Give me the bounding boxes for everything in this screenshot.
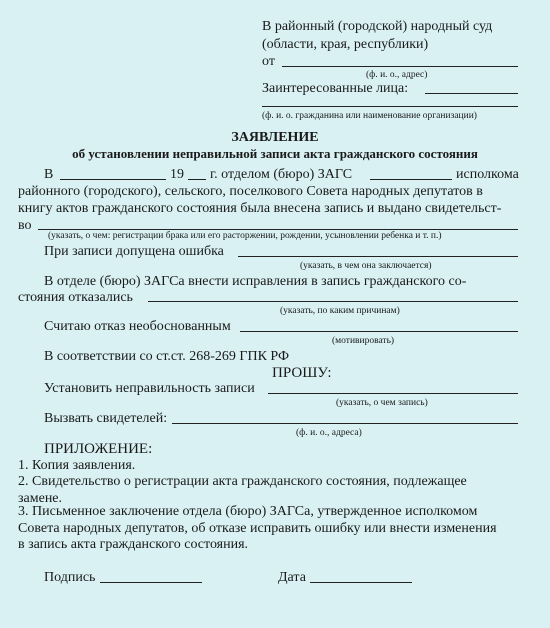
p1-line4: во [18, 218, 32, 233]
p1-zags: г. отделом (бюро) ЗАГС [210, 167, 353, 182]
p1-year-line [188, 179, 206, 180]
unfounded-hint: (мотивировать) [332, 336, 395, 346]
interested-label: Заинтересованные лица: [262, 81, 409, 96]
from-hint: (ф. и. о., адрес) [366, 70, 428, 80]
document-subtitle: об установлении неправильной записи акта гражданского состояния [72, 146, 478, 161]
error-line [238, 256, 518, 257]
interested-hint: (ф. и. о. гражданина или наименование организации) [262, 111, 477, 121]
establish-hint: (указать, о чем запись) [336, 398, 428, 408]
p1-year: 19 [170, 167, 184, 182]
date-label: Дата [278, 570, 306, 585]
p1-ispolkom: исполкома [456, 167, 519, 182]
appendix-title: ПРИЛОЖЕНИЕ: [44, 441, 153, 457]
interested-line-2 [262, 106, 518, 107]
appendix-item1: 1. Копия заявления. [18, 458, 136, 473]
appendix-item3-line3: в запись акта гражданского состояния. [18, 537, 249, 552]
document-title: ЗАЯВЛЕНИЕ [231, 130, 319, 145]
error-label: При записи допущена ошибка [44, 244, 224, 259]
p1-line2: районного (городского), сельского, поселкового Совета народных депутатов в [18, 184, 483, 199]
p1-line3: книгу актов гражданского состояния была внесена запись и выдано свидетельст- [18, 201, 502, 216]
signature-label: Подпись [44, 570, 96, 585]
signature-line [100, 582, 202, 583]
law-reference: В соответствии со ст.ст. 268-269 ГПК РФ [44, 349, 290, 364]
date-line [310, 582, 412, 583]
appendix-item2-line1: 2. Свидетельство о регистрации акта гражданского состояния, подлежащее [18, 474, 467, 489]
establish-label: Установить неправильность записи [44, 381, 255, 396]
appendix-item3-line2: Совета народных депутатов, об отказе исправить ошибку или внести изменения [18, 521, 497, 536]
p1-date-line [60, 179, 166, 180]
p1-hint: (указать, о чем: регистрации брака или его расторжении, рождении, усыновлении ребенка и т. п.) [48, 231, 442, 241]
appendix-item2-line2: замене. [18, 491, 63, 506]
unfounded-label: Считаю отказ необоснованным [44, 319, 231, 334]
interested-line-1 [425, 93, 518, 94]
witness-label: Вызвать свидетелей: [44, 411, 168, 426]
appendix-item3-line1: 3. Письменное заключение отдела (бюро) ЗАГСа, утвержденное исполкомом [18, 504, 478, 519]
from-label: от [262, 54, 275, 69]
witness-hint: (ф. и. о., адреса) [296, 428, 362, 438]
request-heading: ПРОШУ: [272, 365, 332, 381]
establish-line [268, 393, 518, 394]
p1-in: В [44, 167, 54, 182]
refusal-line [148, 301, 518, 302]
court-line2: (области, края, республики) [262, 37, 429, 52]
error-hint: (указать, в чем она заключается) [300, 261, 432, 271]
court-line1: В районный (городской) народный суд [262, 19, 493, 34]
refusal-line1: В отделе (бюро) ЗАГСа внести исправления в запись гражданского со- [44, 274, 467, 289]
witness-line [172, 423, 518, 424]
refusal-hint: (указать, по каким причинам) [280, 306, 400, 316]
p1-record-line [38, 229, 518, 230]
refusal-line2: стояния отказались [18, 290, 133, 305]
unfounded-line [240, 331, 518, 332]
p1-zags-line [370, 179, 452, 180]
from-line [282, 66, 518, 67]
